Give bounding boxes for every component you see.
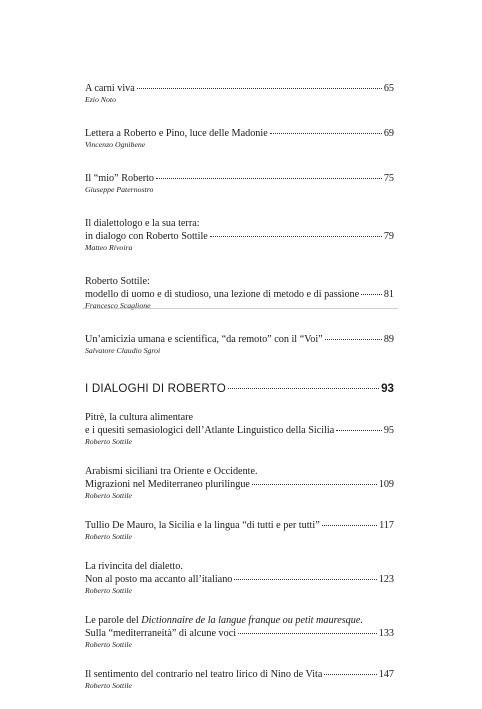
entry-title: Non al posto ma accanto all’italiano <box>85 574 233 585</box>
toc-line <box>85 127 394 140</box>
toc-entry[interactable] <box>85 465 394 501</box>
toc-line <box>85 478 394 491</box>
page-number: 117 <box>379 520 394 531</box>
toc-entry[interactable] <box>85 560 394 596</box>
toc-entry[interactable] <box>85 82 394 105</box>
leader-dots <box>270 133 382 134</box>
page-number: 65 <box>383 83 394 94</box>
entry-author: Salvatore Claudio Sgroi <box>85 346 161 355</box>
table-of-contents <box>85 82 394 709</box>
entry-title-line: Roberto Sottile: <box>85 276 150 287</box>
page-number: 95 <box>383 425 394 436</box>
leader-dots <box>322 525 377 526</box>
leader-dots <box>324 674 376 675</box>
leader-dots <box>228 388 379 389</box>
entry-title-part: Le parole del <box>85 615 142 626</box>
section-entries <box>85 411 394 691</box>
leader-dots <box>234 579 376 580</box>
toc-line <box>85 573 394 586</box>
entry-title-line: La rivincita del dialetto. <box>85 561 183 572</box>
entry-title: Il “mio” Roberto <box>85 173 155 184</box>
entry-title: modello di uomo e di studioso, una lezione di metodo e di passione <box>85 289 360 300</box>
leader-dots <box>325 339 382 340</box>
leader-dots <box>137 88 382 89</box>
toc-entry[interactable] <box>85 172 394 195</box>
toc-entry[interactable] <box>85 333 394 356</box>
entry-author: Vincenzo Ognibene <box>85 140 146 149</box>
section-page-number: 93 <box>381 382 394 395</box>
toc-line <box>85 627 394 640</box>
toc-line <box>85 230 394 243</box>
toc-entry[interactable] <box>85 217 394 253</box>
toc-entry[interactable] <box>85 411 394 447</box>
entry-title: Il sentimento del contrario nel teatro lirico di Nino de Vita <box>85 669 323 680</box>
entry-author: Roberto Sottile <box>85 586 132 595</box>
page-number: 89 <box>383 334 394 345</box>
toc-entry[interactable] <box>85 614 394 650</box>
toc-line <box>85 424 394 437</box>
toc-line <box>85 519 394 532</box>
entry-author: Francesco Scaglione <box>85 301 151 310</box>
entry-author: Roberto Sottile <box>85 437 132 446</box>
page-number: 81 <box>383 289 394 300</box>
toc-entry[interactable] <box>85 275 394 311</box>
leader-dots <box>156 178 382 179</box>
entry-title: Tullio De Mauro, la Sicilia e la lingua “di tutti e per tutti” <box>85 520 320 531</box>
entry-author: Roberto Sottile <box>85 681 132 690</box>
entry-title: in dialogo con Roberto Sottile <box>85 231 208 242</box>
leader-dots <box>361 294 382 295</box>
entry-author: Ezio Noto <box>85 95 116 104</box>
entry-title: Un’amicizia umana e scientifica, “da remoto” con il “Voi” <box>85 334 323 345</box>
toc-line <box>85 333 394 346</box>
entry-title: e i quesiti semasiologici dell’Atlante Linguistico della Sicilia <box>85 425 335 436</box>
entry-title: Lettera a Roberto e Pino, luce delle Madonie <box>85 128 268 139</box>
toc-entry[interactable] <box>85 127 394 150</box>
page-number: 69 <box>383 128 394 139</box>
section-heading[interactable] <box>85 378 394 395</box>
page-number: 79 <box>383 231 394 242</box>
page-number: 75 <box>383 173 394 184</box>
leader-dots <box>252 484 377 485</box>
entry-title-line <box>85 614 394 627</box>
entry-author: Roberto Sottile <box>85 491 132 500</box>
entry-title: Sulla “mediterraneità” di alcune voci <box>85 628 237 639</box>
toc-line <box>85 82 394 95</box>
section-divider <box>82 308 398 309</box>
entry-title-line: Pitrè, la cultura alimentare <box>85 412 194 423</box>
toc-entry[interactable] <box>85 519 394 542</box>
page-number: 123 <box>378 574 394 585</box>
entry-title-line: Arabismi siciliani tra Oriente e Occidente. <box>85 466 258 477</box>
page-number: 147 <box>378 669 394 680</box>
entry-title: A carni viva <box>85 83 135 94</box>
leader-dots <box>210 236 382 237</box>
page-number: 109 <box>378 479 394 490</box>
toc-line <box>85 172 394 185</box>
leader-dots <box>336 430 382 431</box>
entry-author: Matteo Rivoira <box>85 243 133 252</box>
entry-title-italic: Dictionnaire de la langue franque ou petit mauresque. <box>141 615 363 626</box>
entry-author: Roberto Sottile <box>85 532 132 541</box>
leader-dots <box>238 633 377 634</box>
entry-author: Roberto Sottile <box>85 640 132 649</box>
entry-author: Giuseppe Paternostro <box>85 185 154 194</box>
entry-title: Migrazioni nel Mediterraneo plurilingue <box>85 479 250 490</box>
page-number: 133 <box>378 628 394 639</box>
toc-line <box>85 288 394 301</box>
section-title: I DIALOGHI DI ROBERTO <box>85 382 226 395</box>
toc-line <box>85 668 394 681</box>
entry-title-line: Il dialettologo e la sua terra: <box>85 218 200 229</box>
